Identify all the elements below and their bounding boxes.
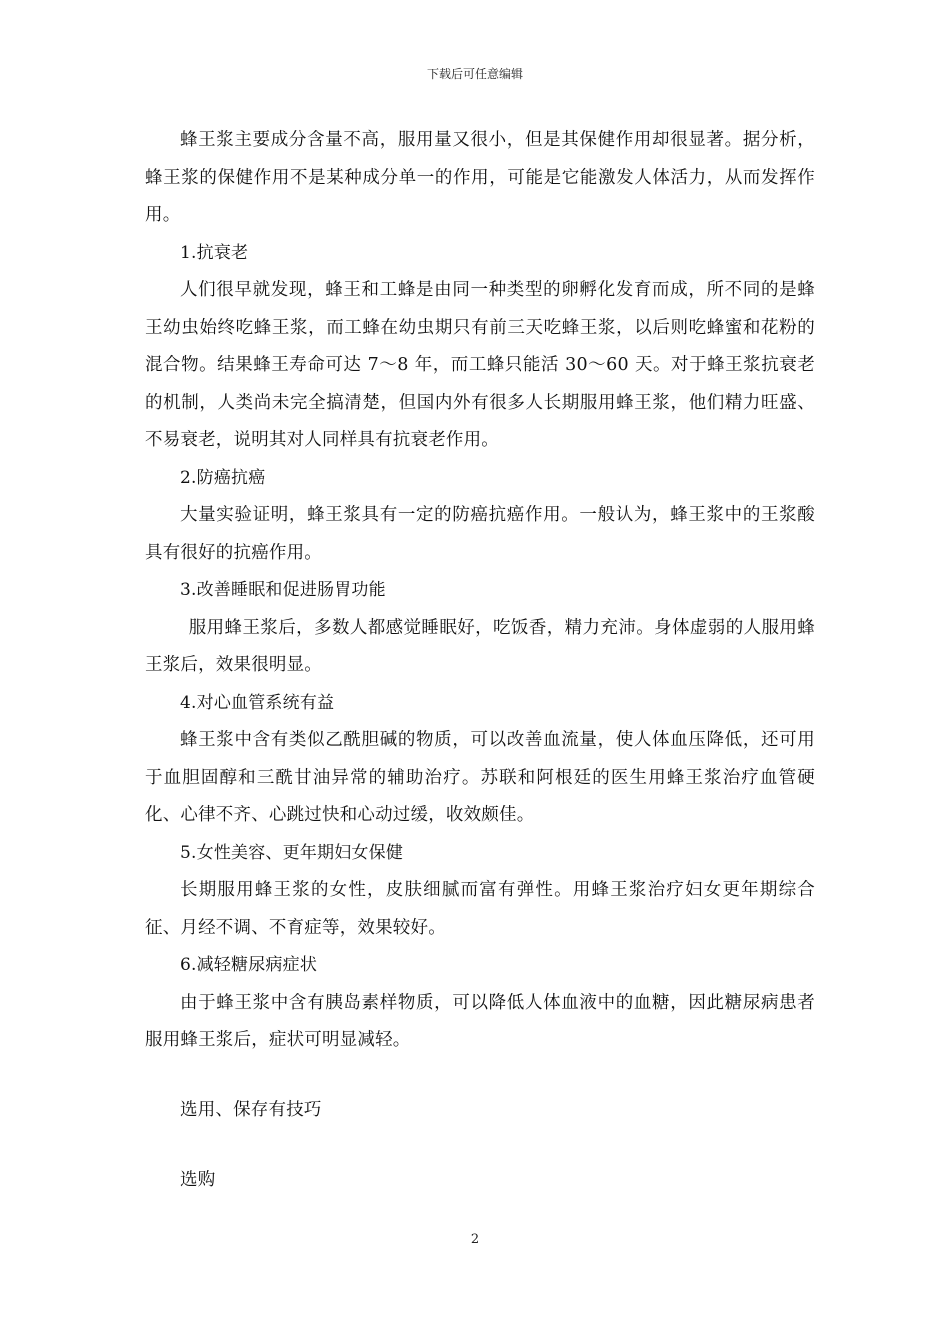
section-text-anti-aging: 人们很早就发现，蜂王和工蜂是由同一种类型的卵孵化发育而成，所不同的是蜂王幼虫始终吃蜂王浆，而工蜂在幼虫期只有前三天吃蜂王浆，以后则吃蜂蜜和花粉的混合物。结果蜂王寿命可达 7～8 年，而工蜂只能活 30～60 天。对于蜂王浆抗衰老的机制，人类尚未完全搞清楚，但国内外有很多人长期服用蜂王浆，他们精力旺盛、不易衰老，说明其对人同样具有抗衰老作用。 bbox=[145, 280, 815, 450]
section-text-diabetes: 由于蜂王浆中含有胰岛素样物质，可以降低人体血液中的血糖，因此糖尿病患者服用蜂王浆后，症状可明显减轻。 bbox=[145, 992, 815, 1050]
main-content bbox=[145, 122, 815, 1190]
subtitle-selection-storage: 选用、保存有技巧 bbox=[180, 1099, 322, 1120]
section-heading-anti-aging: 1.抗衰老 bbox=[180, 242, 249, 263]
page-header: 下载后可任意编辑 bbox=[426, 67, 523, 81]
section-text-sleep-digestion: 服用蜂王浆后，多数人都感觉睡眠好，吃饭香，精力充沛。身体虚弱的人服用蜂王浆后，效果很明显。 bbox=[145, 617, 815, 675]
section-text-cardiovascular: 蜂王浆中含有类似乙酰胆碱的物质，可以改善血流量，使人体血压降低，还可用于血胆固醇和三酰甘油异常的辅助治疗。苏联和阿根廷的医生用蜂王浆治疗血管硬化、心律不齐、心跳过快和心动过缓，收效颇佳。 bbox=[145, 730, 815, 825]
section-heading-diabetes: 6.减轻糖尿病症状 bbox=[180, 955, 318, 975]
section-text-anti-cancer: 大量实验证明，蜂王浆具有一定的防癌抗癌作用。一般认为，蜂王浆中的王浆酸具有很好的抗癌作用。 bbox=[145, 505, 815, 563]
page-number: 2 bbox=[470, 1232, 480, 1247]
subsection-purchase: 选购 bbox=[180, 1169, 216, 1190]
section-heading-sleep-digestion: 3.改善睡眠和促进肠胃功能 bbox=[180, 580, 386, 600]
section-heading-anti-cancer: 2.防癌抗癌 bbox=[180, 467, 266, 488]
intro-paragraph: 蜂王浆主要成分含量不高，服用量又很小，但是其保健作用却很显著。据分析，蜂王浆的保健作用不是某种成分单一的作用，可能是它能激发人体活力，从而发挥作用。 bbox=[145, 130, 815, 225]
section-heading-cardiovascular: 4.对心血管系统有益 bbox=[180, 692, 335, 713]
section-heading-women-health: 5.女性美容、更年期妇女保健 bbox=[180, 842, 404, 863]
section-text-women-health: 长期服用蜂王浆的女性，皮肤细腻而富有弹性。用蜂王浆治疗妇女更年期综合征、月经不调、不育症等，效果较好。 bbox=[145, 880, 815, 938]
